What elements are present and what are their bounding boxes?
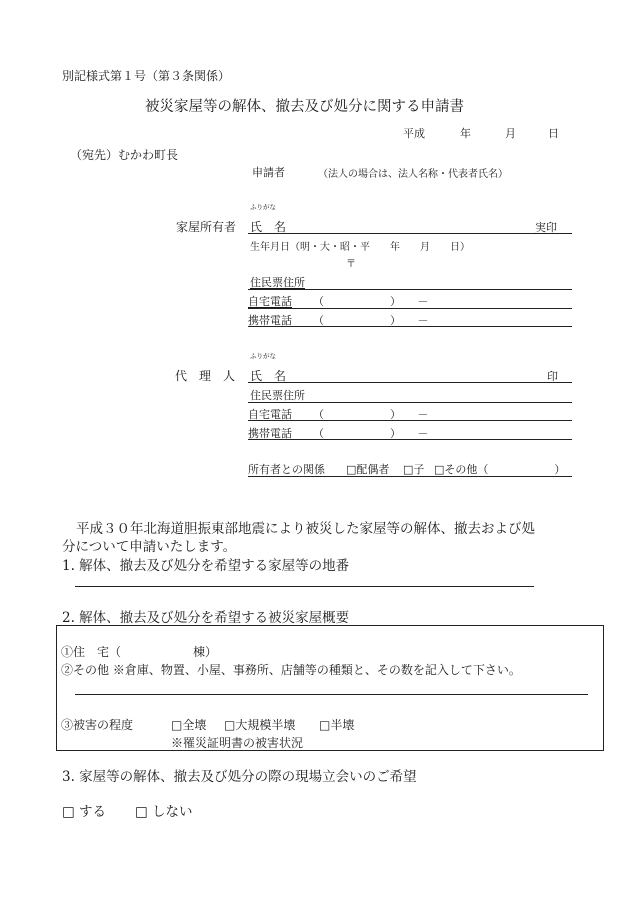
applicant-note: （法人の場合は、法人名称・代表者氏名） (318, 169, 508, 180)
owner-seal: 実印 (535, 221, 557, 234)
date-month: 月 (505, 127, 516, 140)
intro-line-2: 分について申請いたします。 (62, 539, 237, 555)
agent-address-line[interactable] (248, 402, 572, 403)
relationship-option-child[interactable]: □子 (403, 463, 425, 476)
attend-option-no[interactable]: □ しない (135, 804, 193, 820)
intro-line-1: 平成３０年北海道胆振東部地震により被災した家屋等の解体、撤去および処 (76, 521, 535, 537)
owner-address-line[interactable] (248, 289, 572, 290)
owner-furigana-label: ふりがな (250, 203, 276, 211)
agent-home-phone-format: （ ） － (313, 408, 429, 421)
section3-title: 3. 家屋等の解体、撤去及び処分の際の現場立会いのご希望 (62, 769, 417, 785)
addressee: （宛先）むかわ町長 (70, 148, 179, 162)
date-year: 年 (460, 127, 471, 140)
section1-lot-number-line[interactable] (75, 586, 534, 587)
agent-address-label: 住民票住所 (250, 389, 305, 402)
house-count: ①住 宅（ 棟） (61, 645, 218, 659)
form-number: 別記様式第１号（第３条関係） (62, 69, 231, 83)
relationship-line (248, 476, 572, 477)
page-title: 被災家屋等の解体、撤去及び処分に関する申請書 (145, 99, 464, 115)
damage-note: ※罹災証明書の被害状況 (171, 736, 304, 750)
date-day: 日 (548, 127, 559, 140)
owner-mobile-phone-line[interactable] (248, 326, 572, 327)
owner-name-label: 氏 名 (250, 220, 287, 234)
section2-title: 2. 解体、撤去及び処分を希望する被災家屋概要 (62, 610, 350, 626)
owner-birth-date: 生年月日（明・大・昭・平 年 月 日） (250, 242, 470, 253)
agent-name-label: 氏 名 (250, 369, 287, 383)
relationship-option-spouse[interactable]: □配偶者 (346, 463, 390, 476)
owner-section-label: 家屋所有者 (176, 220, 237, 234)
agent-mobile-phone-format: （ ） － (313, 427, 429, 440)
attend-option-yes[interactable]: □ する (62, 804, 107, 820)
damage-option-total[interactable]: □全壊 (171, 718, 207, 732)
postal-mark: 〒 (346, 259, 356, 270)
agent-section-label: 代 理 人 (175, 369, 236, 383)
owner-home-phone-format: （ ） － (313, 295, 429, 308)
damage-option-half[interactable]: □半壊 (319, 718, 355, 732)
agent-name-line[interactable] (248, 382, 572, 383)
owner-mobile-phone-format: （ ） － (313, 314, 429, 327)
agent-furigana-label: ふりがな (250, 352, 276, 360)
agent-home-phone-line[interactable] (248, 420, 572, 421)
damage-label: ③被害の程度 (61, 718, 134, 732)
agent-mobile-phone-line[interactable] (248, 439, 572, 440)
other-buildings-line[interactable] (75, 694, 588, 695)
damage-option-large-half[interactable]: □大規模半壊 (224, 718, 296, 732)
relationship-option-other[interactable]: □その他（ ） (434, 463, 566, 476)
applicant-label: 申請者 (252, 166, 285, 179)
date-era: 平成 (403, 127, 425, 140)
other-buildings-note: ②その他 ※倉庫、物置、小屋、事務所、店舗等の種類と、その数を記入して下さい。 (61, 663, 521, 677)
agent-home-phone-label: 自宅電話 (248, 408, 292, 421)
owner-name-line[interactable] (248, 233, 572, 234)
agent-seal: 印 (547, 370, 558, 383)
owner-home-phone-label: 自宅電話 (248, 295, 292, 308)
agent-mobile-phone-label: 携帯電話 (248, 427, 292, 440)
owner-address-label: 住民票住所 (250, 276, 305, 289)
section1-title: 1. 解体、撤去及び処分を希望する家屋等の地番 (62, 558, 350, 574)
owner-home-phone-line[interactable] (248, 308, 572, 309)
owner-mobile-phone-label: 携帯電話 (248, 314, 292, 327)
relationship-label: 所有者との関係 (248, 463, 325, 476)
